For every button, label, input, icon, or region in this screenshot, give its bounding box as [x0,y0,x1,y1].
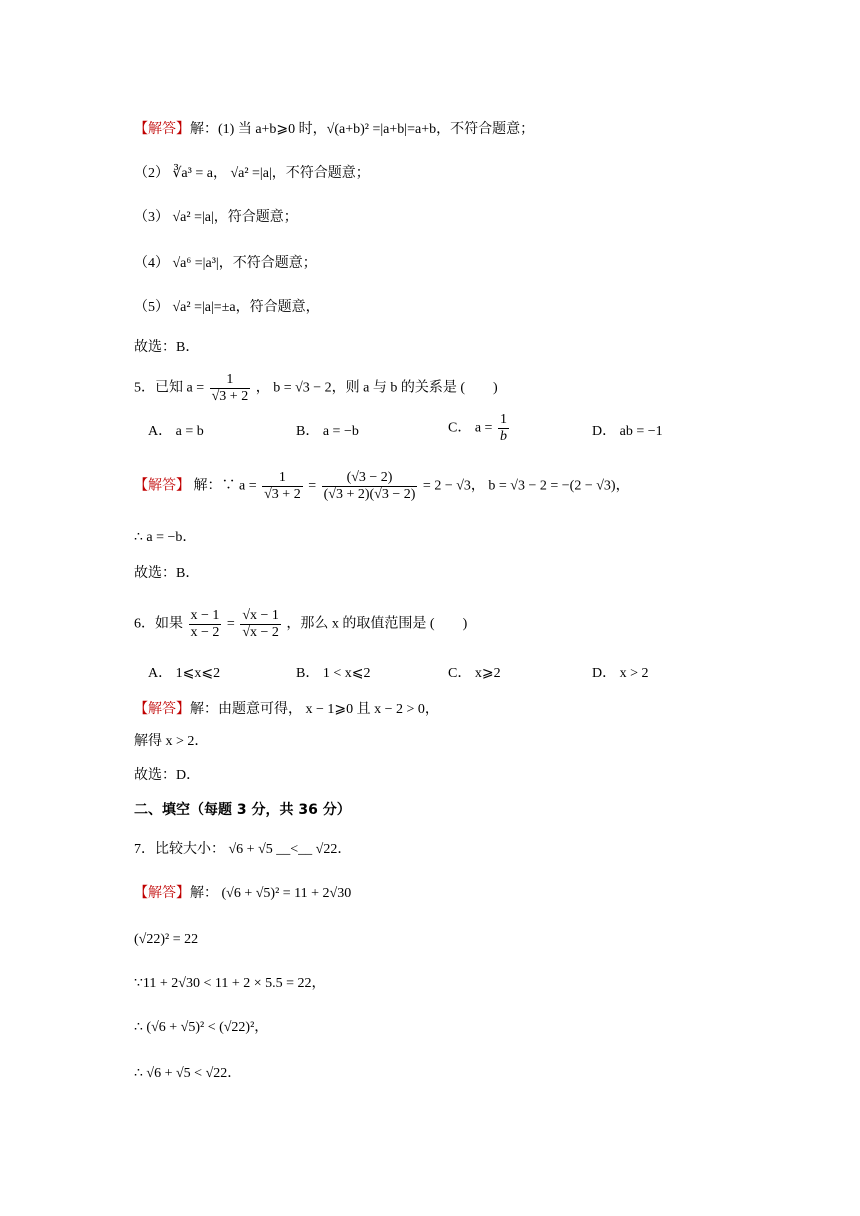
answer-line-2: （2） ∛a³ = a， √a² =|a|，不符合题意； [134,166,370,181]
q5-frac-den: √3 + 2 [211,389,249,404]
q5-optc-num: 1 [499,412,507,427]
q6-option-c: C． x⩾2 [448,666,501,681]
answer-5-line-2: ∴ a = −b． [134,530,197,545]
a5-fraction-1 [262,470,303,503]
a7-text: 解： (√6 + √5)² = 11 + 2√30 [190,886,352,901]
q5-optc-den: b [499,429,507,444]
a5-fraction-2 [322,470,418,503]
question-6: 6．如果 $\frac{x - 1}{x - 2}$ = $\frac{√x - 1}{√x - 2}$ ，那么 x 的取值范围是 ( ) [134,608,468,640]
a5-f1-den: √3 + 2 [264,487,301,502]
a5-f1-num: 1 [262,470,303,487]
answer-7-line-3: ∵11 + 2√30 < 11 + 2 × 5.5 = 22， [134,976,326,991]
answer-5: 【解答】 解：∵ a = $\frac{1}{√3 + 2}$ = $\frac{(√3 - 2)}{(√3 + 2)(√3 - 2)}$ = 2 − √3， b = √3 − 2 = −(2 − √3)， [134,470,630,502]
q6-fraction-1 [189,608,222,641]
q6-fraction-2 [240,608,281,641]
answer-conclusion: 故选：B． [134,340,200,355]
q5-frac-num: 1 [210,372,251,389]
q6-option-a: A． 1⩽x⩽2 [148,666,221,681]
answer-7 [134,882,351,904]
q6-f1-num: x − 1 [190,608,220,623]
answer-line-5: （5） √a² =|a|=±a，符合题意， [134,300,320,315]
a6-text: 解：由题意可得， x − 1⩾0 且 x − 2 > 0， [190,702,439,717]
answer-line-4: （4） √a⁶ =|a³|，不符合题意； [134,256,317,271]
answer-5-conclusion: 故选：B． [134,566,200,581]
answer-line-3: （3） √a² =|a|，符合题意； [134,210,298,225]
answer-line-1 [134,118,534,140]
a5-prefix: 解：∵ a = [193,478,257,494]
q5-option-b: B． a = −b [296,424,359,439]
a5-f2-num: (√3 − 2) [322,470,418,487]
answer-tag: 【解答】 [134,700,190,716]
q6-f2-den: √x − 2 [242,625,279,640]
answer-7-line-2: (√22)² = 22 [134,932,199,947]
q5-option-c [448,412,511,445]
q6-suffix: ，那么 x 的取值范围是 ( ) [286,616,468,632]
answer-tag: 【解答】 [134,884,190,900]
question-7: 7．比较大小： √6 + √5 __<__ √22． [134,842,352,857]
q5-option-a: A． a = b [148,424,204,439]
answer-7-line-4: ∴ (√6 + √5)² < (√22)²， [134,1020,269,1035]
q5-optc-prefix: C． a = [448,420,493,436]
q5-fraction [210,372,251,405]
section-heading: 二、填空（每题 3 分，共 36 分） [134,802,351,818]
answer-7-line-5: ∴ √6 + √5 < √22． [134,1066,242,1081]
a5-f2-den: (√3 + 2)(√3 − 2) [323,487,416,502]
q5-suffix: ， b = √3 − 2，则 a 与 b 的关系是 ( ) [255,380,498,396]
q6-f1-den: x − 2 [190,625,220,640]
answer-6-conclusion: 故选：D． [134,768,201,783]
question-5 [134,372,498,405]
q6-option-d: D． x > 2 [592,666,649,681]
answer-text: 解：(1) 当 a+b⩾0 时，√(a+b)² =|a+b|=a+b，不符合题意； [190,122,535,137]
q5-option-d: D． ab = −1 [592,424,663,439]
a5-suffix: = 2 − √3， b = √3 − 2 = −(2 − √3)， [422,478,630,494]
answer-tag: 【解答】 [134,476,190,493]
q6-option-b: B． 1 < x⩽2 [296,666,371,681]
q6-prefix: 6．如果 [134,616,183,632]
q5-optc-fraction [498,412,509,445]
answer-6 [134,698,439,720]
q5-prefix: 5．已知 a = [134,380,205,396]
answer-6-line-2: 解得 x > 2． [134,734,209,749]
answer-tag: 【解答】 [134,120,190,136]
q6-f2-num: √x − 1 [242,608,279,623]
